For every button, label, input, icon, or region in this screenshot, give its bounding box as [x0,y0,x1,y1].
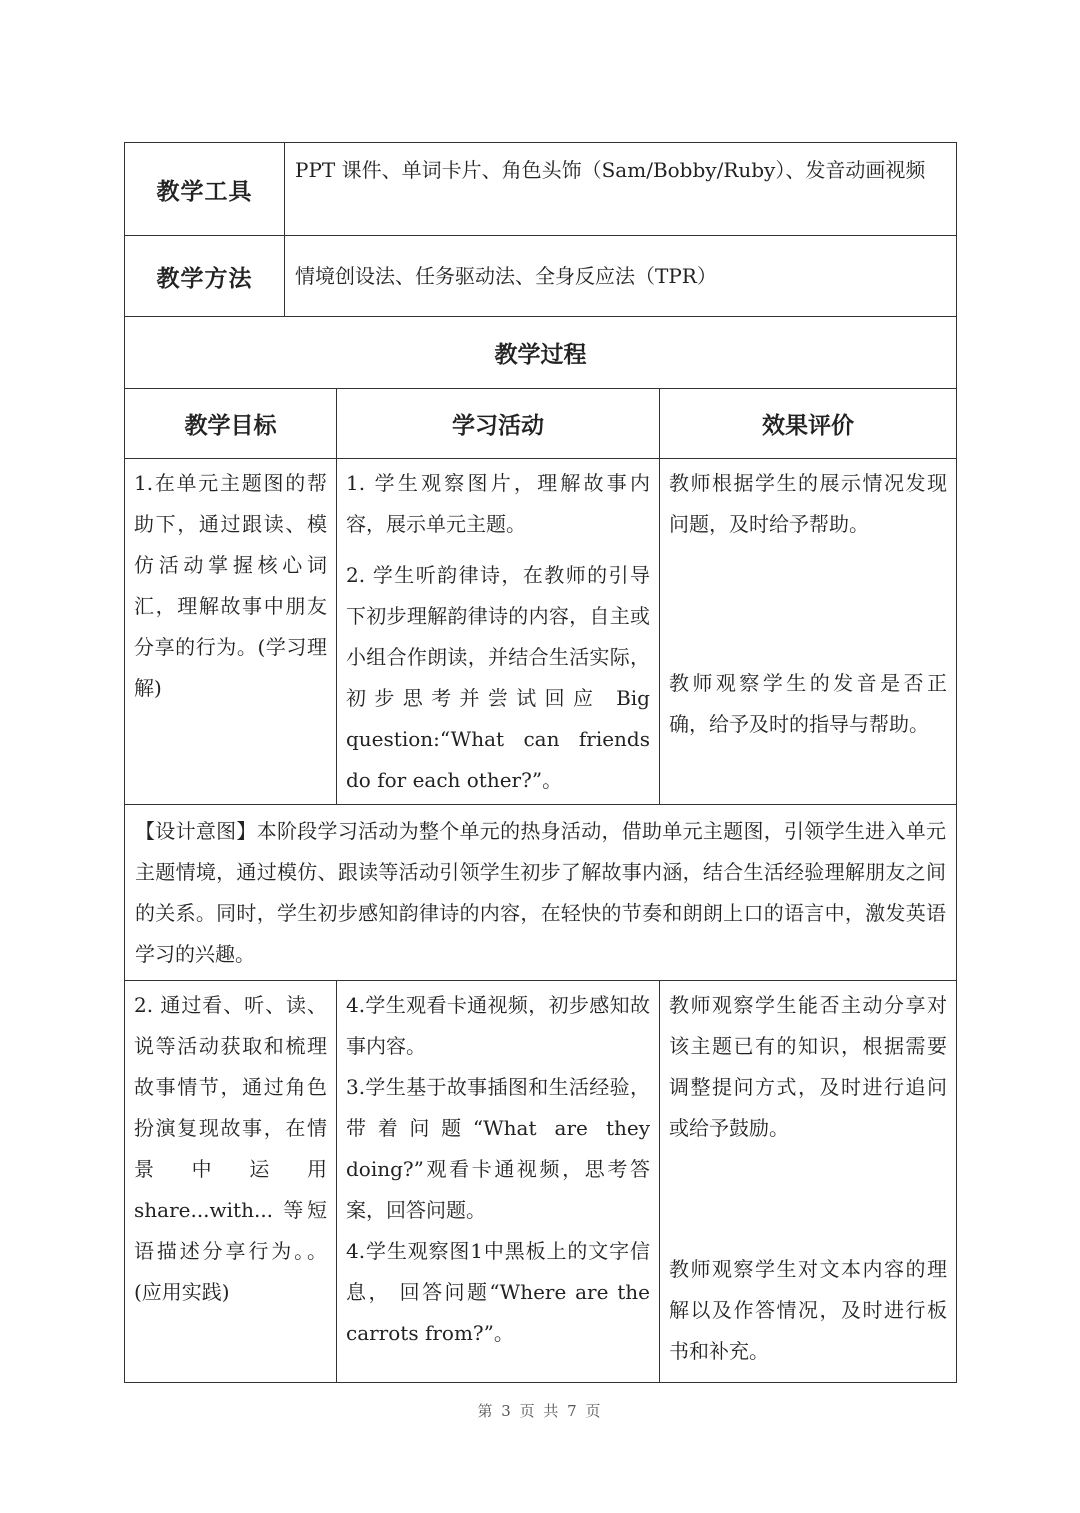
methods-label: 教学方法 [125,236,285,317]
stage1-evaluation-2: 教师观察学生的发音是否正确，给予及时的指导与帮助。 [669,671,947,736]
stage2-activity-3: 4.学生观察图1中黑板上的文字信息， 回答问题“Where are the carrots from?”。 [346,1239,650,1345]
stage1-activity-2: 2. 学生听韵律诗，在教师的引导下初步理解韵律诗的内容，自主或小组合作朗读，并结合生活实际，初步思考并尝试回应 Big question:“What can friends do for each other?”。 [346,563,650,792]
column-header-row [125,389,957,459]
stage1-evaluation-1: 教师根据学生的展示情况发现问题，及时给予帮助。 [669,471,947,536]
process-title: 教学过程 [125,317,957,389]
stage2-activity-2: 3.学生基于故事插图和生活经验，带着问题“What are they doing?”观看卡通视频，思考答案，回答问题。 [346,1075,650,1222]
tools-row [125,143,957,236]
lesson-plan-table [124,142,957,1383]
stage2-activities [337,981,660,1383]
header-activity: 学习活动 [337,389,660,459]
stage2-evaluation-1: 教师观察学生能否主动分享对该主题已有的知识，根据需要调整提问方式，及时进行追问或给予鼓励。 [669,993,947,1140]
stage2-evaluation-2: 教师观察学生对文本内容的理解以及作答情况，及时进行板书和补充。 [669,1257,947,1363]
stage2-goal-text: 2. 通过看、听、读、说等活动获取和梳理故事情节，通过角色扮演复现故事，在情景中运用share...with... 等短语描述分享行为。。(应用实践) [134,993,327,1304]
page-footer: 第 3 页 共 7 页 [477,1402,603,1420]
methods-row [125,236,957,317]
header-goal: 教学目标 [125,389,337,459]
tools-text: PPT 课件、单词卡片、角色头饰（Sam/Bobby/Ruby）、发音动画视频 [285,143,957,236]
methods-text: 情境创设法、任务驱动法、全身反应法（TPR） [285,236,957,317]
stage1-activity-1: 1. 学生观察图片，理解故事内容，展示单元主题。 [346,471,650,536]
stage2-evaluations [660,981,957,1383]
design-intent: 【设计意图】本阶段学习活动为整个单元的热身活动，借助单元主题图，引领学生进入单元主题情境，通过模仿、跟读等活动引领学生初步了解故事内涵，结合生活经验理解朋友之间的关系。同时，学生初步感知韵律诗的内容，在轻快的节奏和朗朗上口的语言中，激发英语学习的兴趣。 [125,805,957,981]
stage1-goal-text: 1.在单元主题图的帮助下，通过跟读、模仿活动掌握核心词汇，理解故事中朋友分享的行为。(学习理解) [134,471,327,700]
stage2-goal [125,981,337,1383]
tools-label: 教学工具 [125,143,285,236]
stage1-evaluations [660,459,957,805]
design-intent-row [125,805,957,981]
process-row [125,317,957,389]
stage1-row [125,459,957,805]
header-evaluation: 效果评价 [660,389,957,459]
stage2-row [125,981,957,1383]
stage1-goal [125,459,337,805]
stage2-activity-1: 4.学生观看卡通视频，初步感知故事内容。 [346,993,650,1058]
stage1-activities [337,459,660,805]
